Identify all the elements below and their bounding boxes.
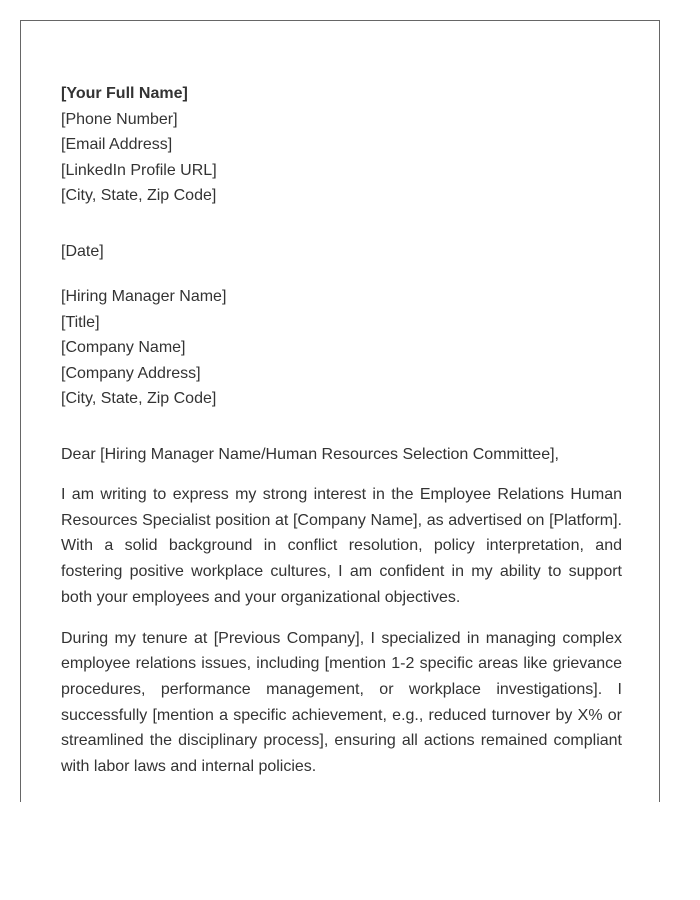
sender-phone: [Phone Number] — [61, 110, 178, 128]
spacer — [61, 209, 622, 239]
recipient-manager-name: [Hiring Manager Name] — [61, 288, 227, 305]
body-paragraph-1: I am writing to express my strong interest in the Employee Relations Human Resources Specialist position at [Company Name], as advertised on [Platform]. With a solid background in conflict resolution, policy interpretation, and fostering positive workplace cultures, I am confident in my ability to support both your employees and your organizational objectives. — [61, 486, 622, 606]
spacer — [61, 611, 622, 626]
document-page — [20, 20, 660, 802]
salutation: Dear [Hiring Manager Name/Human Resources Selection Committee], — [61, 445, 559, 463]
recipient-block — [61, 284, 622, 412]
spacer — [61, 264, 622, 284]
body-paragraph-2: During my tenure at [Previous Company], I specialized in managing complex employee relations issues, including [mention 1-2 specific areas like grievance procedures, performance management, or workplace investigations]. I successfully [mention a specific achievement, e.g., reduced turnover by X% or streamlined the disciplinary process], ensuring all actions remained compliant with labor laws and internal policies. — [61, 629, 622, 776]
salutation-block — [61, 442, 622, 468]
letter-date: [Date] — [61, 242, 104, 260]
sender-block — [61, 81, 622, 209]
date-block — [61, 239, 622, 265]
recipient-company-name: [Company Name] — [61, 339, 186, 356]
sender-full-name: [Your Full Name] — [61, 85, 188, 102]
recipient-city-state-zip: [City, State, Zip Code] — [61, 390, 217, 407]
sender-email: [Email Address] — [61, 136, 173, 153]
recipient-company-address: [Company Address] — [61, 364, 201, 382]
sender-city-state-zip: [City, State, Zip Code] — [61, 187, 217, 204]
spacer — [61, 467, 622, 482]
spacer — [61, 412, 622, 442]
letter-content — [61, 81, 622, 780]
recipient-title: [Title] — [61, 313, 100, 331]
sender-linkedin: [LinkedIn Profile URL] — [61, 161, 217, 179]
